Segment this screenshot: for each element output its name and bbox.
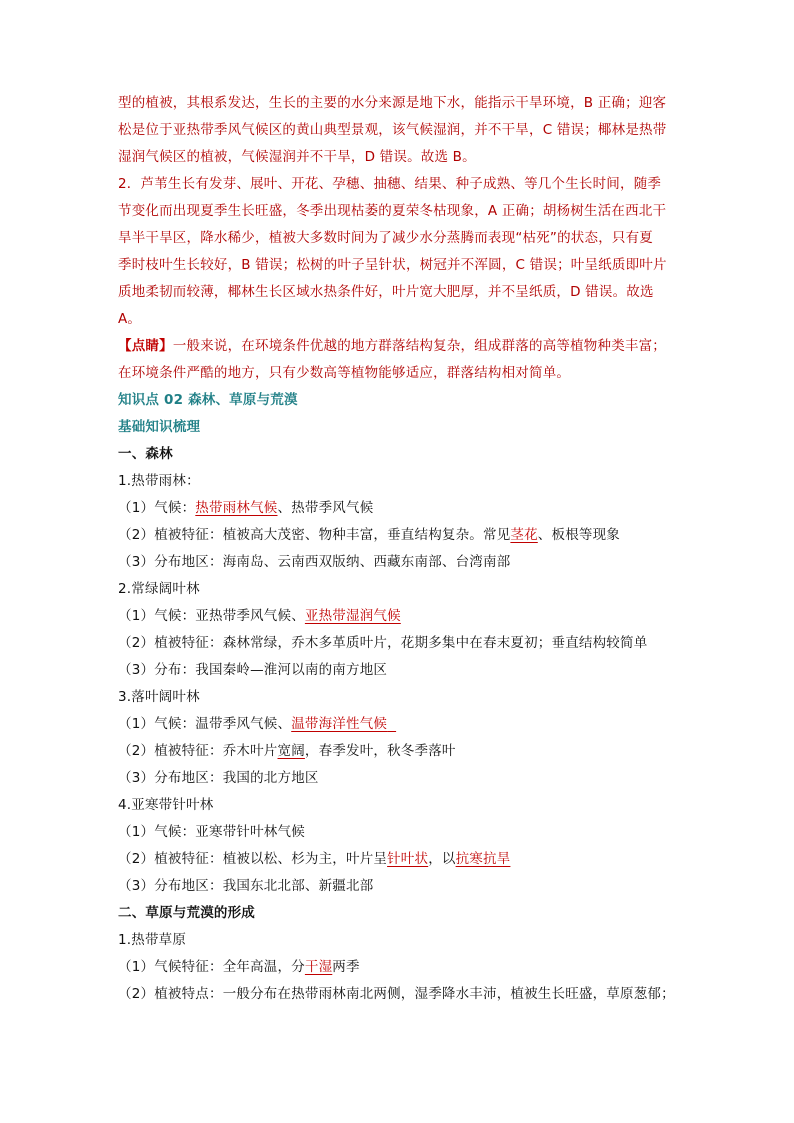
fill-blank: 亚热带湿润气候 [304, 608, 401, 624]
rainforest-climate [118, 495, 684, 522]
savanna-climate [118, 954, 684, 981]
fill-blank: 抗寒抗旱 [455, 851, 511, 867]
deciduous-vegetation [118, 738, 684, 765]
label: （2）植被特征：植被以松、杉为主，叶片呈 [118, 851, 388, 867]
label: （1）气候：温带季风气候、 [118, 716, 292, 732]
hint-text: 一般来说，在环境条件优越的地方群落结构复杂，组成群落的高等植物种类丰富； [172, 338, 667, 354]
fill-blank: 干湿 [304, 959, 333, 975]
deciduous-distribution: （3）分布地区：我国的北方地区 [118, 770, 319, 786]
evergreen-climate [118, 603, 684, 630]
knowledge-point-title: 知识点 02 森林、草原与荒漠 [118, 392, 298, 408]
rainforest-distribution: （3）分布地区：海南岛、云南西双版纳、西藏东南部、台湾南部 [118, 554, 511, 570]
text: 、板根等现象 [537, 527, 620, 543]
explanation-2-line [118, 225, 684, 252]
coniferous-vegetation [118, 846, 684, 873]
evergreen-title: 2.常绿阔叶林 [118, 581, 200, 597]
explanation-1-line: 湿润气候区的植被，气候湿润并不干旱，D 错误。故选 B。 [118, 149, 476, 165]
hint-tag: 【点睛】 [118, 338, 173, 354]
savanna-vegetation: （2）植被特点：一般分布在热带雨林南北两侧，湿季降水丰沛，植被生长旺盛，草原葱郁； [118, 986, 675, 1002]
blank-underline-tail [387, 716, 396, 732]
text: 两季 [332, 959, 360, 975]
coniferous-title: 4.亚寒带针叶林 [118, 797, 214, 813]
savanna-title: 1.热带草原 [118, 932, 187, 948]
evergreen-vegetation: （2）植被特征：森林常绿，乔木多革质叶片，花期多集中在春末夏初；垂直结构较简单 [118, 635, 648, 651]
section-title-forest: 一、森林 [118, 446, 173, 462]
fill-blank: 热带雨林气候 [195, 500, 278, 516]
fill-blank: 宽阔 [277, 743, 305, 759]
fill-blank: 温带海洋性气候 [291, 716, 388, 732]
rainforest-vegetation [118, 522, 684, 549]
quoted-term: “枯死” [515, 230, 558, 246]
fill-blank: 针叶状 [387, 851, 429, 867]
document-content [118, 90, 684, 1008]
label: （1）气候：亚热带季风气候、 [118, 608, 305, 624]
explanation-1-line: 型的植被，其根系发达，生长的主要的水分来源是地下水，能指示干旱环境，B 正确；迎客 [118, 95, 667, 111]
hint-line: 在环境条件严酷的地方，只有少数高等植物能够适应，群落结构相对简单。 [118, 365, 571, 381]
text: ，春季发叶，秋冬季落叶 [304, 743, 456, 759]
explanation-2-line: 质地柔韧而较薄，椰林生长区域水热条件好，叶片宽大肥厚，并不呈纸质，D 错误。故选 [118, 284, 654, 300]
rainforest-title: 1.热带雨林： [118, 473, 200, 489]
label: （2）植被特征：植被高大茂密、物种丰富，垂直结构复杂。常见 [118, 527, 511, 543]
label: （1）气候： [118, 500, 196, 516]
label: （2）植被特征：乔木叶片 [118, 743, 278, 759]
evergreen-distribution: （3）分布：我国秦岭—淮河以南的南方地区 [118, 662, 388, 678]
knowledge-point-subtitle: 基础知识梳理 [118, 419, 201, 435]
fill-blank: 茎花 [510, 527, 538, 543]
explanation-2-line: 节变化而出现夏季生长旺盛，冬季出现枯萎的夏荣冬枯现象，A 正确；胡杨树生活在西北干 [118, 203, 667, 219]
hint-line [118, 333, 684, 360]
text: 、热带季风气候 [277, 500, 374, 516]
deciduous-title: 3.落叶阔叶林 [118, 689, 200, 705]
explanation-2-text: 旱半干旱区，降水稀少，植被大多数时间为了减少水分蒸腾而表现 [118, 230, 516, 246]
section-title-grassland-desert: 二、草原与荒漠的形成 [118, 905, 255, 921]
label: （1）气候特征：全年高温，分 [118, 959, 305, 975]
deciduous-climate [118, 711, 684, 738]
explanation-2-line: A。 [118, 311, 142, 327]
coniferous-distribution: （3）分布地区：我国东北北部、新疆北部 [118, 878, 374, 894]
explanation-2-line: 2．芦苇生长有发芽、展叶、开花、孕穗、抽穗、结果、种子成熟、等几个生长时间，随季 [118, 176, 662, 192]
coniferous-climate: （1）气候：亚寒带针叶林气候 [118, 824, 305, 840]
explanation-2-text: 的状态，只有夏 [557, 230, 654, 246]
explanation-2-line: 季时枝叶生长较好，B 错误；松树的叶子呈针状，树冠并不浑圆，C 错误；叶呈纸质即叶片 [118, 257, 667, 273]
explanation-1-line: 松是位于亚热带季风气候区的黄山典型景观，该气候湿润，并不干旱，C 错误；椰林是热带 [118, 122, 667, 138]
text: ，以 [428, 851, 456, 867]
